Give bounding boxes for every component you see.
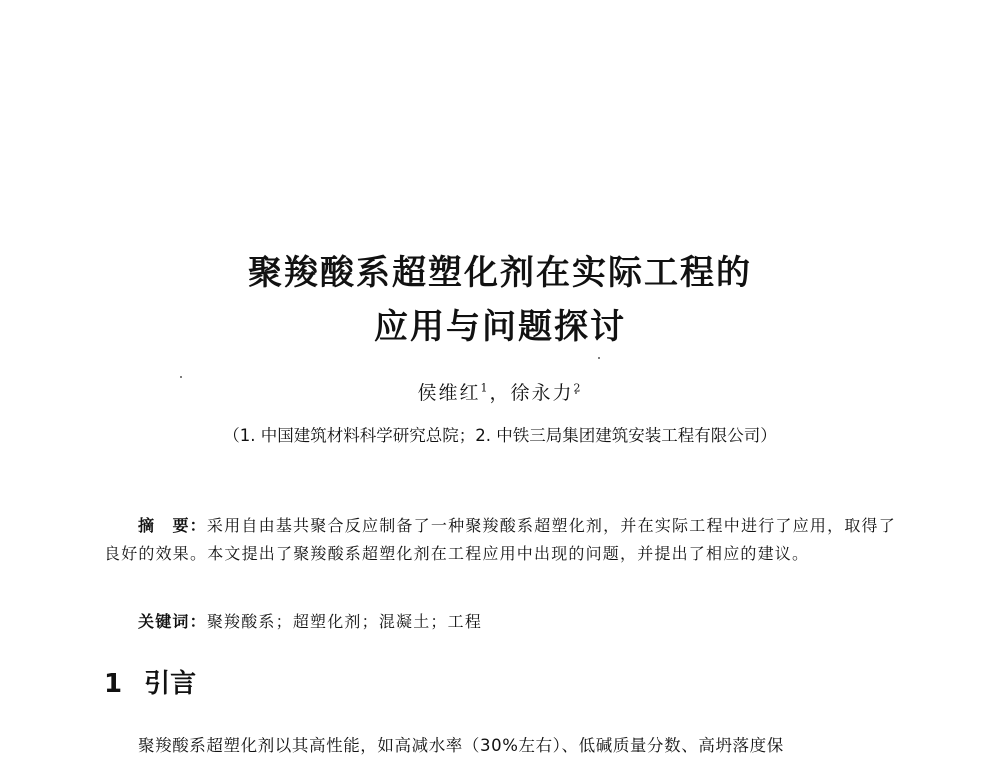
author-name: 徐永力 (510, 382, 574, 404)
scan-speck (598, 357, 600, 359)
author-list (0, 378, 1000, 405)
author-name: 侯维红 (417, 382, 481, 404)
abstract-text: 采用自由基共聚合反应制备了一种聚羧酸系超塑化剂，并在实际工程中进行了应用，取得了良好的效果。本文提出了聚羧酸系超塑化剂在工程应用中出现的问题，并提出了相应的建议。 (104, 516, 896, 563)
section-number: 1 (104, 669, 123, 699)
keywords-text: 聚羧酸系；超塑化剂；混凝土；工程 (206, 612, 483, 631)
section-title: 引言 (144, 669, 197, 699)
abstract-paragraph (104, 512, 896, 568)
abstract-label: 摘 要： (138, 516, 207, 535)
paper-title-line-2: 应用与问题探讨 (374, 307, 626, 347)
author-separator: ， (489, 382, 511, 404)
body-paragraph: 聚羧酸系超塑化剂以其高性能，如高减水率（30%左右）、低碱质量分数、高坍落度保 (138, 736, 784, 755)
paper-title-line-1: 聚羧酸系超塑化剂在实际工程的 (248, 253, 752, 293)
author-affiliation-mark: 2 (573, 381, 583, 395)
section-heading (104, 663, 196, 700)
keywords-label: 关键词： (138, 612, 207, 631)
affiliation-line: （1. 中国建筑材料科学研究总院；2. 中铁三局集团建筑安装工程有限公司） (223, 426, 777, 445)
author-affiliation-mark: 1 (480, 381, 490, 395)
keywords-line (138, 609, 482, 632)
